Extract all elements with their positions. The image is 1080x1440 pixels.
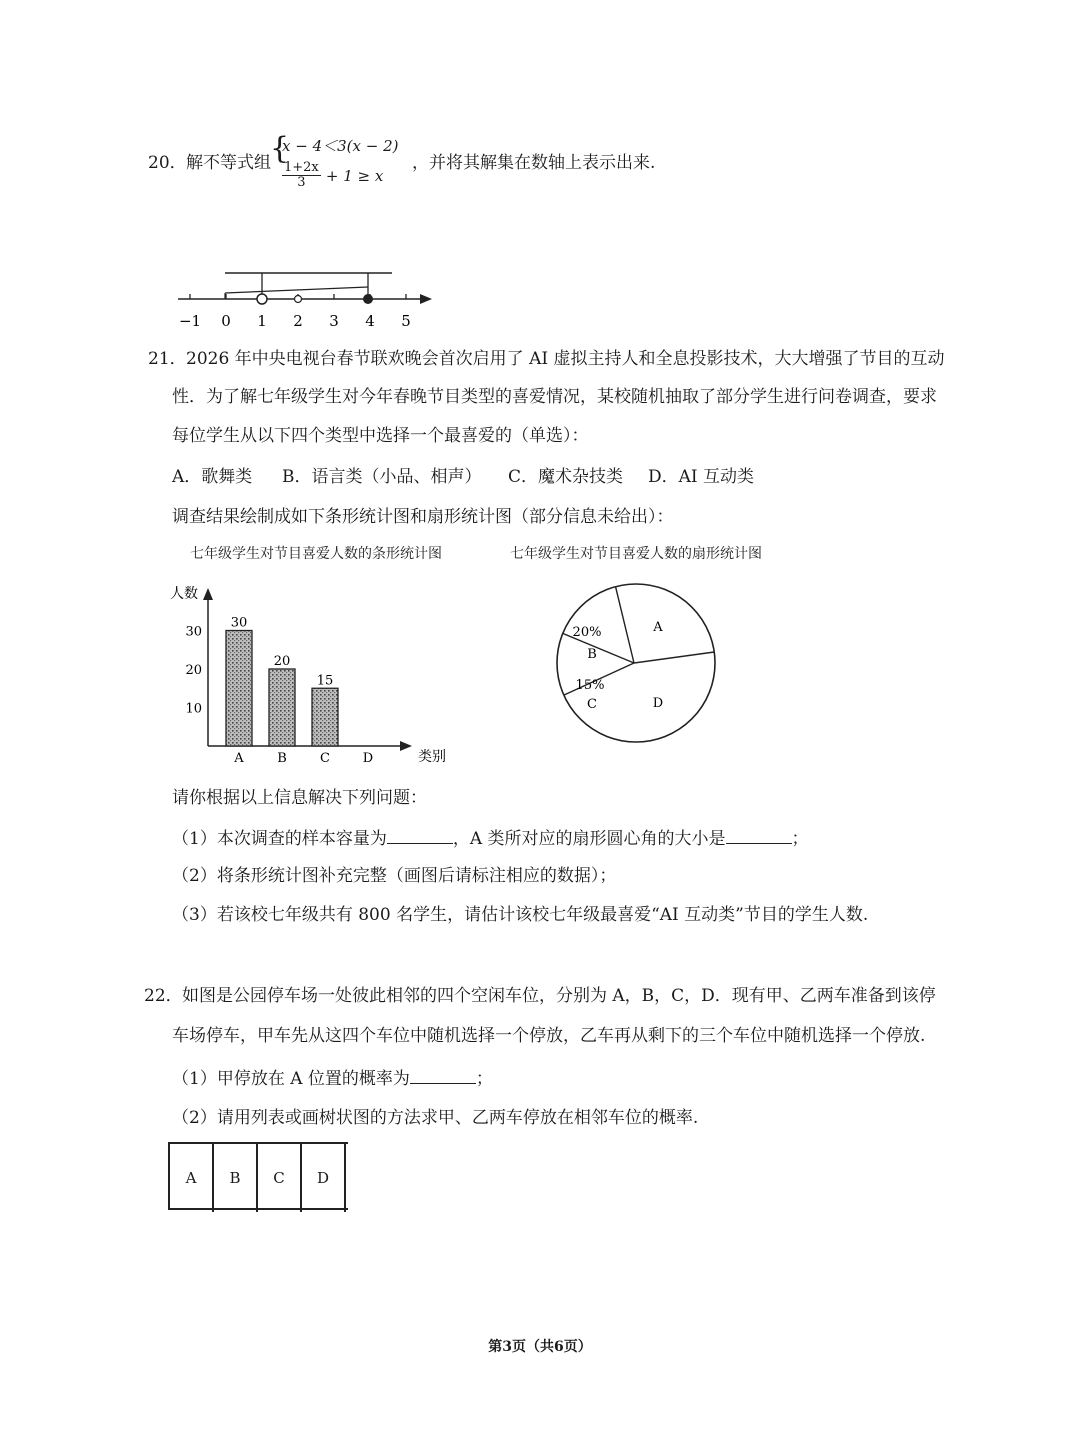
axis-tick-label: 4 [365,312,375,330]
open-circle-at-1 [257,294,267,304]
bar-x-arrow [400,741,412,751]
q21-prompt: 请你根据以上信息解决下列问题： [172,788,427,808]
q21-option-b: B．语言类（小品、相声） [282,467,482,487]
parking-spot-b: B [214,1144,258,1212]
q22-probability-blank[interactable] [410,1069,476,1084]
q21-sub1-text-c: ； [791,829,809,849]
bar-category-label: D [362,751,374,766]
q21-line-2: 性．为了解七年级学生对今年春晚节目类型的喜爱情况，某校随机抽取了部分学生进行问卷调查，要求 [172,387,937,407]
q21-option-d: D．AI 互动类 [648,467,755,487]
bar-xlabel: 类别 [418,749,446,765]
parking-spots [168,1142,348,1210]
pie-percent-label: 15% [575,678,605,693]
bar-chart [160,578,450,774]
q20-inequality-2 [282,161,383,191]
q21-number: 21． [148,349,187,369]
q22-number: 22． [144,986,183,1006]
q21-option-c: C．魔术杂技类 [508,467,624,487]
small-circle-at-2 [295,296,302,303]
q21-option-a: A．歌舞类 [172,467,253,487]
q21-line-1: 2026 年中央电视台春节联欢晚会首次启用了 AI 虚拟主持人和全息投影技术，大大增强了节目的互动 [186,349,945,369]
bar-value-label: 20 [273,654,291,669]
bar-chart-title: 七年级学生对节目喜爱人数的条形统计图 [190,546,442,562]
solution-line-lower [225,287,368,293]
q21-angle-blank[interactable] [726,829,792,844]
axis-tick-label: 5 [401,312,411,330]
q21-sub-1 [172,829,809,848]
axis-tick-label: 3 [329,312,339,330]
bar-value-label: 15 [316,673,334,689]
q20-inequality-2-rest: + 1 ≥ x [325,166,384,185]
q20-number: 20． [148,153,187,173]
q21-sample-size-blank[interactable] [387,829,453,844]
bar-b [269,669,295,746]
q20-tail: ，并将其解集在数轴上表示出来. [412,153,656,173]
bar-y-arrow [203,588,213,600]
pie-slice-label: A [653,620,663,635]
parking-spot-d: D [302,1144,346,1212]
pie-slice-label: D [652,696,664,711]
axis-tick-label: −1 [178,312,202,330]
bar-ytick-label: 10 [185,701,202,717]
pie-chart-title: 七年级学生对节目喜爱人数的扇形统计图 [510,546,762,562]
solid-dot-at-4 [363,294,373,304]
bar-value-label: 30 [230,615,248,631]
axis-tick-label: 2 [293,312,303,330]
axis-tick-label: 0 [221,312,231,330]
bar-ylabel: 人数 [170,586,198,602]
pie-slice-label: B [587,647,597,662]
pie-chart [550,583,722,755]
axis-tick-label: 1 [257,312,267,330]
q22-sub1-text-b: ； [475,1069,493,1089]
q20-fraction-numerator: 1+2x [284,160,319,175]
bar-c [312,688,338,746]
number-line [170,265,440,333]
pie-percent-label: 20% [572,625,602,640]
q21-sub1-text-a: （1）本次调查的样本容量为 [172,829,387,849]
bar-ytick-label: 20 [185,663,202,678]
q22-sub-2: （2）请用列表或画树状图的方法求甲、乙两车停放在相邻车位的概率. [172,1108,699,1128]
q20-fraction-denominator: 3 [297,175,306,191]
parking-spot-a: A [170,1144,214,1212]
q21-line-3: 每位学生从以下四个类型中选择一个最喜爱的（单选）： [172,426,589,446]
pie-slice-label: C [587,697,597,712]
q22-sub-1 [172,1069,493,1088]
q22-line-2: 车场停车，甲车先从这四个车位中随机选择一个停放，乙车再从剩下的三个车位中随机选择一个停放. [172,1026,926,1046]
q20-lead: 解不等式组 [186,153,271,173]
bar-ytick-label: 30 [185,624,202,640]
page-footer: 第3页（共6页） [488,1339,592,1355]
q22-line-1: 如图是公园停车场一处彼此相邻的四个空闲车位，分别为 A，B，C，D．现有甲、乙两车准备到该停 [182,986,936,1006]
bar-category-label: A [234,751,244,766]
parking-spot-c: C [258,1144,302,1212]
q22-sub1-text-a: （1）甲停放在 A 位置的概率为 [172,1069,410,1089]
q20-fraction [282,161,321,191]
q21-sub-3: （3）若该校七年级共有 800 名学生，请估计该校七年级最喜爱“AI 互动类”节目的学生人数. [172,905,869,925]
q21-sub-2: （2）将条形统计图补充完整（画图后请标注相应的数据）； [172,866,617,886]
axis-arrow [420,294,432,304]
bar-category-label: C [320,751,330,766]
q21-sub1-text-b: ，A 类所对应的扇形圆心角的大小是 [452,829,726,849]
q20-inequality-1: x − 4＜3(x − 2) [282,137,399,155]
bar-category-label: B [277,751,287,766]
q21-intro: 调查结果绘制成如下条形统计图和扇形统计图（部分信息未给出）： [172,507,674,527]
bar-a [226,631,252,747]
system-brace: { [270,131,290,166]
